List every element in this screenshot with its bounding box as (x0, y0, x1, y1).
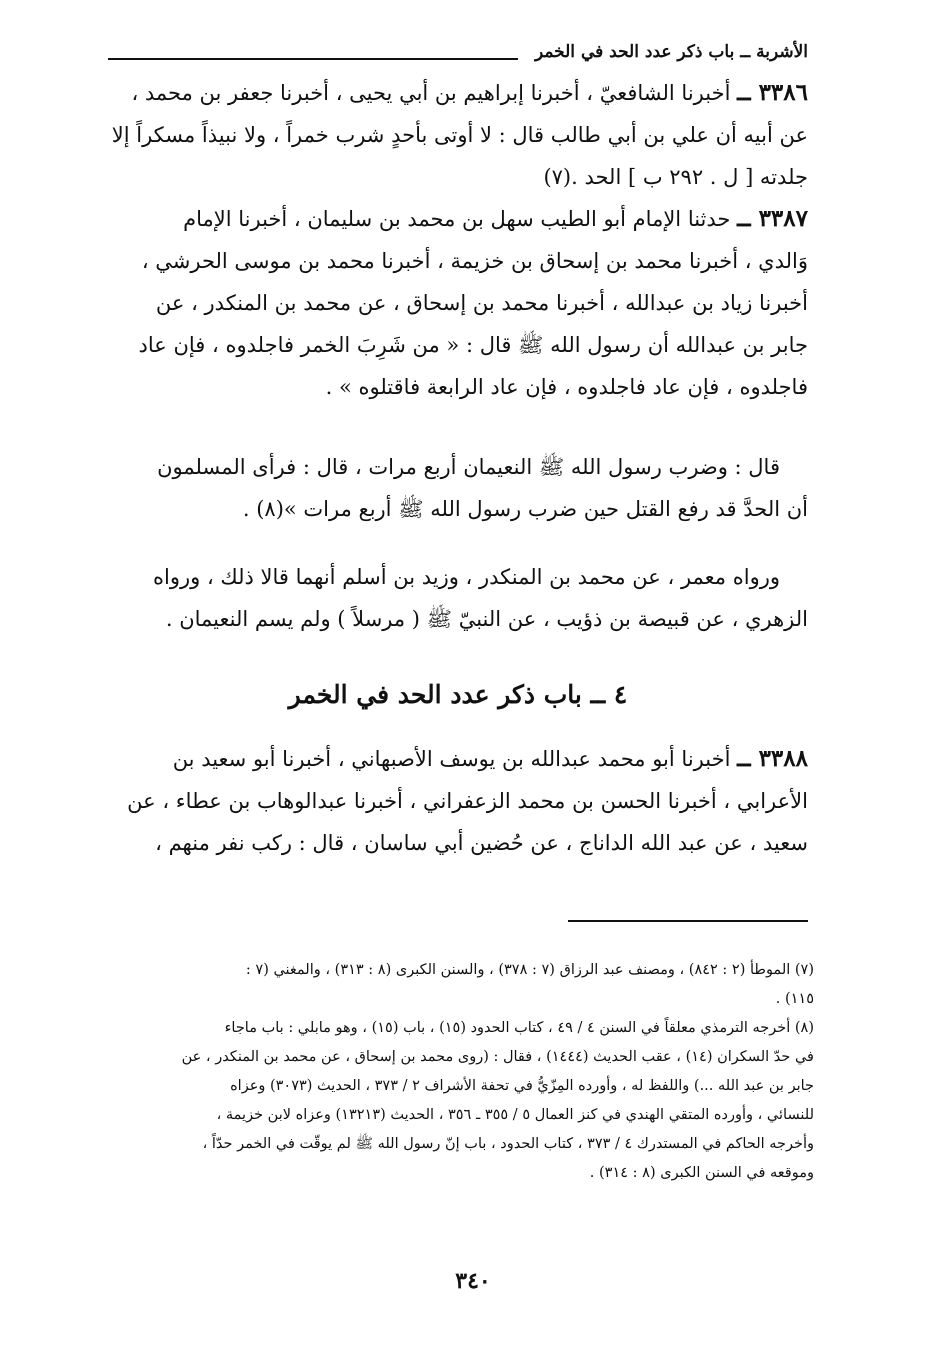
footnote-line: (٨) أخرجه الترمذي معلقاً في السنن ٤ / ٤٩ ، كتاب الحدود (١٥) ، باب (١٥) ، وهو مابلي : باب ماجاء (224, 1020, 814, 1036)
footnote-line: (٧) الموطأ (٢ : ٨٤٢) ، ومصنف عبد الرزاق (٧ : ٣٧٨) ، والسنن الكبرى (٨ : ٣١٣) ، والمغني (٧ : (245, 962, 814, 978)
hadith-3388-line-1: ٣٣٨٨ ــ أخبرنا أبو محمد عبدالله بن يوسف الأصبهاني ، أخبرنا أبو سعيد بن (172, 745, 808, 772)
running-header-title: الأشربة ــ باب ذكر عدد الحد في الخمر (534, 42, 808, 62)
hadith-number: ٣٣٨٦ ــ (737, 79, 808, 106)
hadith-3387-line-4: جابر بن عبدالله أن رسول الله ﷺ قال : « من شَرِبَ الخمر فاجلدوه ، فإن عاد (138, 333, 808, 357)
hadith-3388-line-2: الأعرابي ، أخبرنا الحسن بن محمد الزعفراني ، أخبرنا عبدالوهاب بن عطاء ، عن (127, 789, 808, 813)
paragraph-qal (108, 446, 808, 530)
hadith-3386-line-3: جلدته [ ل . ٢٩٢ ب ] الحد .(٧) (543, 165, 808, 189)
hadith-3388-line-3: سعيد ، عن عبد الله الداناج ، عن حُضين أبي ساسان ، قال : ركب نفر منهم ، (155, 831, 808, 855)
hadith-3387 (108, 198, 808, 408)
paragraph-rawah (108, 556, 808, 640)
footnote-line: وموقعه في السنن الكبرى (٨ : ٣١٤) . (589, 1165, 814, 1181)
paragraph-qal-line-2: أن الحدَّ قد رفع القتل حين ضرب رسول الله ﷺ أربع مرات »(٨) . (242, 497, 808, 521)
page-number: ٣٤٠ (455, 1268, 491, 1294)
footnote-line: للنسائي ، وأورده المتقي الهندي في كنز العمال ٥ / ٣٥٥ ـ ٣٥٦ ، الحديث (١٣٢١٣) وعزاه لابن خزيمة ، (216, 1107, 814, 1123)
hadith-3386-line-2: عن أبيه أن علي بن أبي طالب قال : لا أوتى بأحدٍ شرب خمراً ، ولا نبيذاً مسكراً إلا (111, 123, 808, 147)
hadith-number: ٣٣٨٨ ــ (737, 745, 808, 772)
footnote-line: وأخرجه الحاكم في المستدرك ٤ / ٣٧٣ ، كتاب الحدود ، باب إنّ رسول الله ﷺ لم يوقّت في الخمر حدّاً ، (202, 1136, 814, 1152)
footnote-line: في حدّ السكران (١٤) ، عقب الحديث (١٤٤٤) ، فقال : (روى محمد بن إسحاق ، عن محمد بن المنكدر ، عن (181, 1049, 814, 1065)
hadith-3387-line-5: فاجلدوه ، فإن عاد فاجلدوه ، فإن عاد الرابعة فاقتلوه » . (325, 375, 808, 399)
running-header (108, 38, 808, 68)
hadith-3387-line-3: أخبرنا زياد بن عبدالله ، أخبرنا محمد بن إسحاق ، عن محمد بن المنكدر ، عن (155, 291, 808, 315)
hadith-3387-line-1: ٣٣٨٧ ــ حدثنا الإمام أبو الطيب سهل بن محمد بن سليمان ، أخبرنا الإمام (183, 205, 808, 232)
paragraph-qal-line-1: قال : وضرب رسول الله ﷺ النعيمان أربع مرات ، قال : فرأى المسلمون (157, 455, 780, 479)
footnote-line: ١١٥) . (775, 991, 814, 1007)
header-rule (108, 58, 518, 60)
footnote-line: جابر بن عبد الله ...) واللفظ له ، وأورده المِزّيُّ في تحفة الأشراف ٢ / ٣٧٣ ، الحديث (٣٠٧٣) وعزاه (230, 1078, 814, 1094)
footnote-separator (568, 920, 808, 922)
footnotes (108, 956, 814, 1188)
hadith-number: ٣٣٨٧ ــ (737, 205, 808, 232)
hadith-3386 (108, 72, 808, 198)
paragraph-rawah-line-2: الزهري ، عن قبيصة بن ذؤيب ، عن النبيّ ﷺ ( مرسلاً ) ولم يسم النعيمان . (165, 607, 808, 631)
paragraph-rawah-line-1: ورواه معمر ، عن محمد بن المنكدر ، وزيد بن أسلم أنهما قالا ذلك ، ورواه (153, 565, 780, 589)
hadith-3388 (108, 738, 808, 864)
hadith-3386-line-1: ٣٣٨٦ ــ أخبرنا الشافعيّ ، أخبرنا إبراهيم بن أبي يحيى ، أخبرنا جعفر بن محمد ، (131, 79, 808, 106)
hadith-3387-line-2: وَالدي ، أخبرنا محمد بن إسحاق بن خزيمة ، أخبرنا محمد بن موسى الحرشي ، (141, 249, 808, 273)
chapter-heading: ٤ ــ باب ذكر عدد الحد في الخمر (288, 680, 628, 709)
